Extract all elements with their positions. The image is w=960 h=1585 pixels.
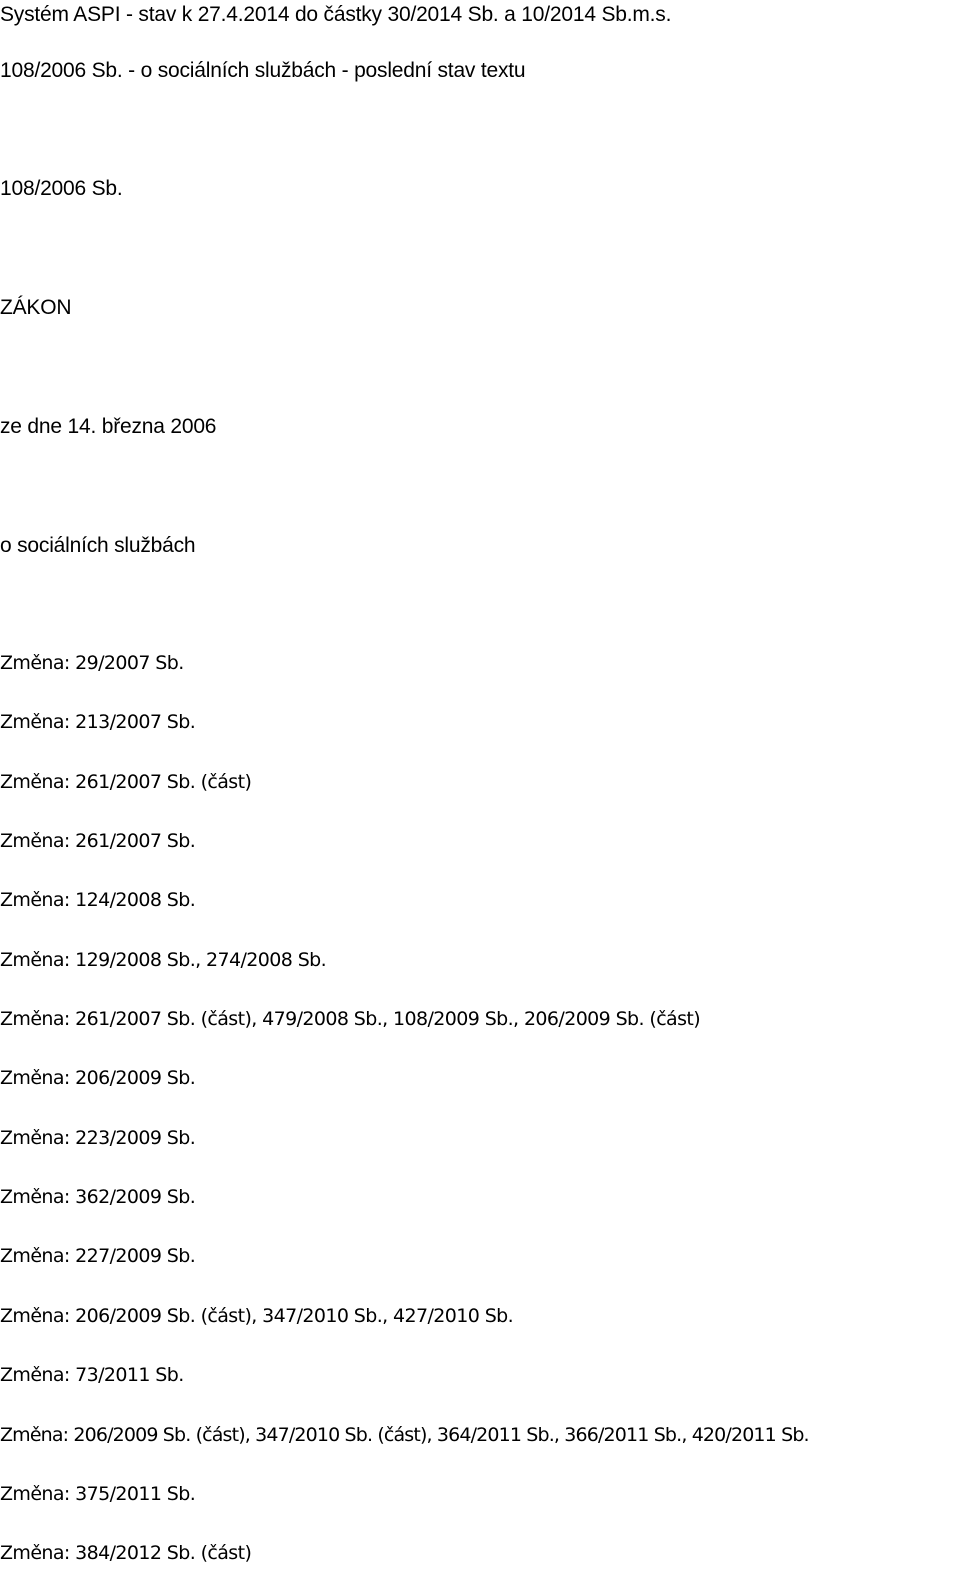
amendment-line: Změna: 206/2009 Sb. (část), 347/2010 Sb. (část), 364/2011 Sb., 366/2011 Sb., 420/2011 Sb. [0,1424,809,1446]
law-number: 108/2006 Sb. [0,177,123,200]
amendment-line: Změna: 227/2009 Sb. [0,1245,196,1267]
law-date: ze dne 14. března 2006 [0,415,217,438]
amendment-line: Změna: 213/2007 Sb. [0,711,196,733]
amendment-line: Změna: 29/2007 Sb. [0,652,184,674]
amendment-line: Změna: 206/2009 Sb. (část), 347/2010 Sb., 427/2010 Sb. [0,1305,514,1327]
system-status-line: Systém ASPI - stav k 27.4.2014 do částky 30/2014 Sb. a 10/2014 Sb.m.s. [0,3,672,26]
amendment-line: Změna: 73/2011 Sb. [0,1364,184,1386]
amendment-line: Změna: 124/2008 Sb. [0,889,196,911]
law-status-line: 108/2006 Sb. - o sociálních službách - poslední stav textu [0,59,526,82]
amendment-line: Změna: 261/2007 Sb. [0,830,196,852]
amendment-line: Změna: 375/2011 Sb. [0,1483,196,1505]
amendment-line: Změna: 261/2007 Sb. (část), 479/2008 Sb., 108/2009 Sb., 206/2009 Sb. (část) [0,1008,701,1030]
amendment-line: Změna: 206/2009 Sb. [0,1067,196,1089]
law-title: o sociálních službách [0,534,196,557]
amendment-line: Změna: 362/2009 Sb. [0,1186,196,1208]
amendment-line: Změna: 384/2012 Sb. (část) [0,1542,252,1564]
amendment-line: Změna: 129/2008 Sb., 274/2008 Sb. [0,949,327,971]
law-type-heading: ZÁKON [0,296,72,319]
amendment-line: Změna: 261/2007 Sb. (část) [0,771,252,793]
amendment-line: Změna: 223/2009 Sb. [0,1127,196,1149]
